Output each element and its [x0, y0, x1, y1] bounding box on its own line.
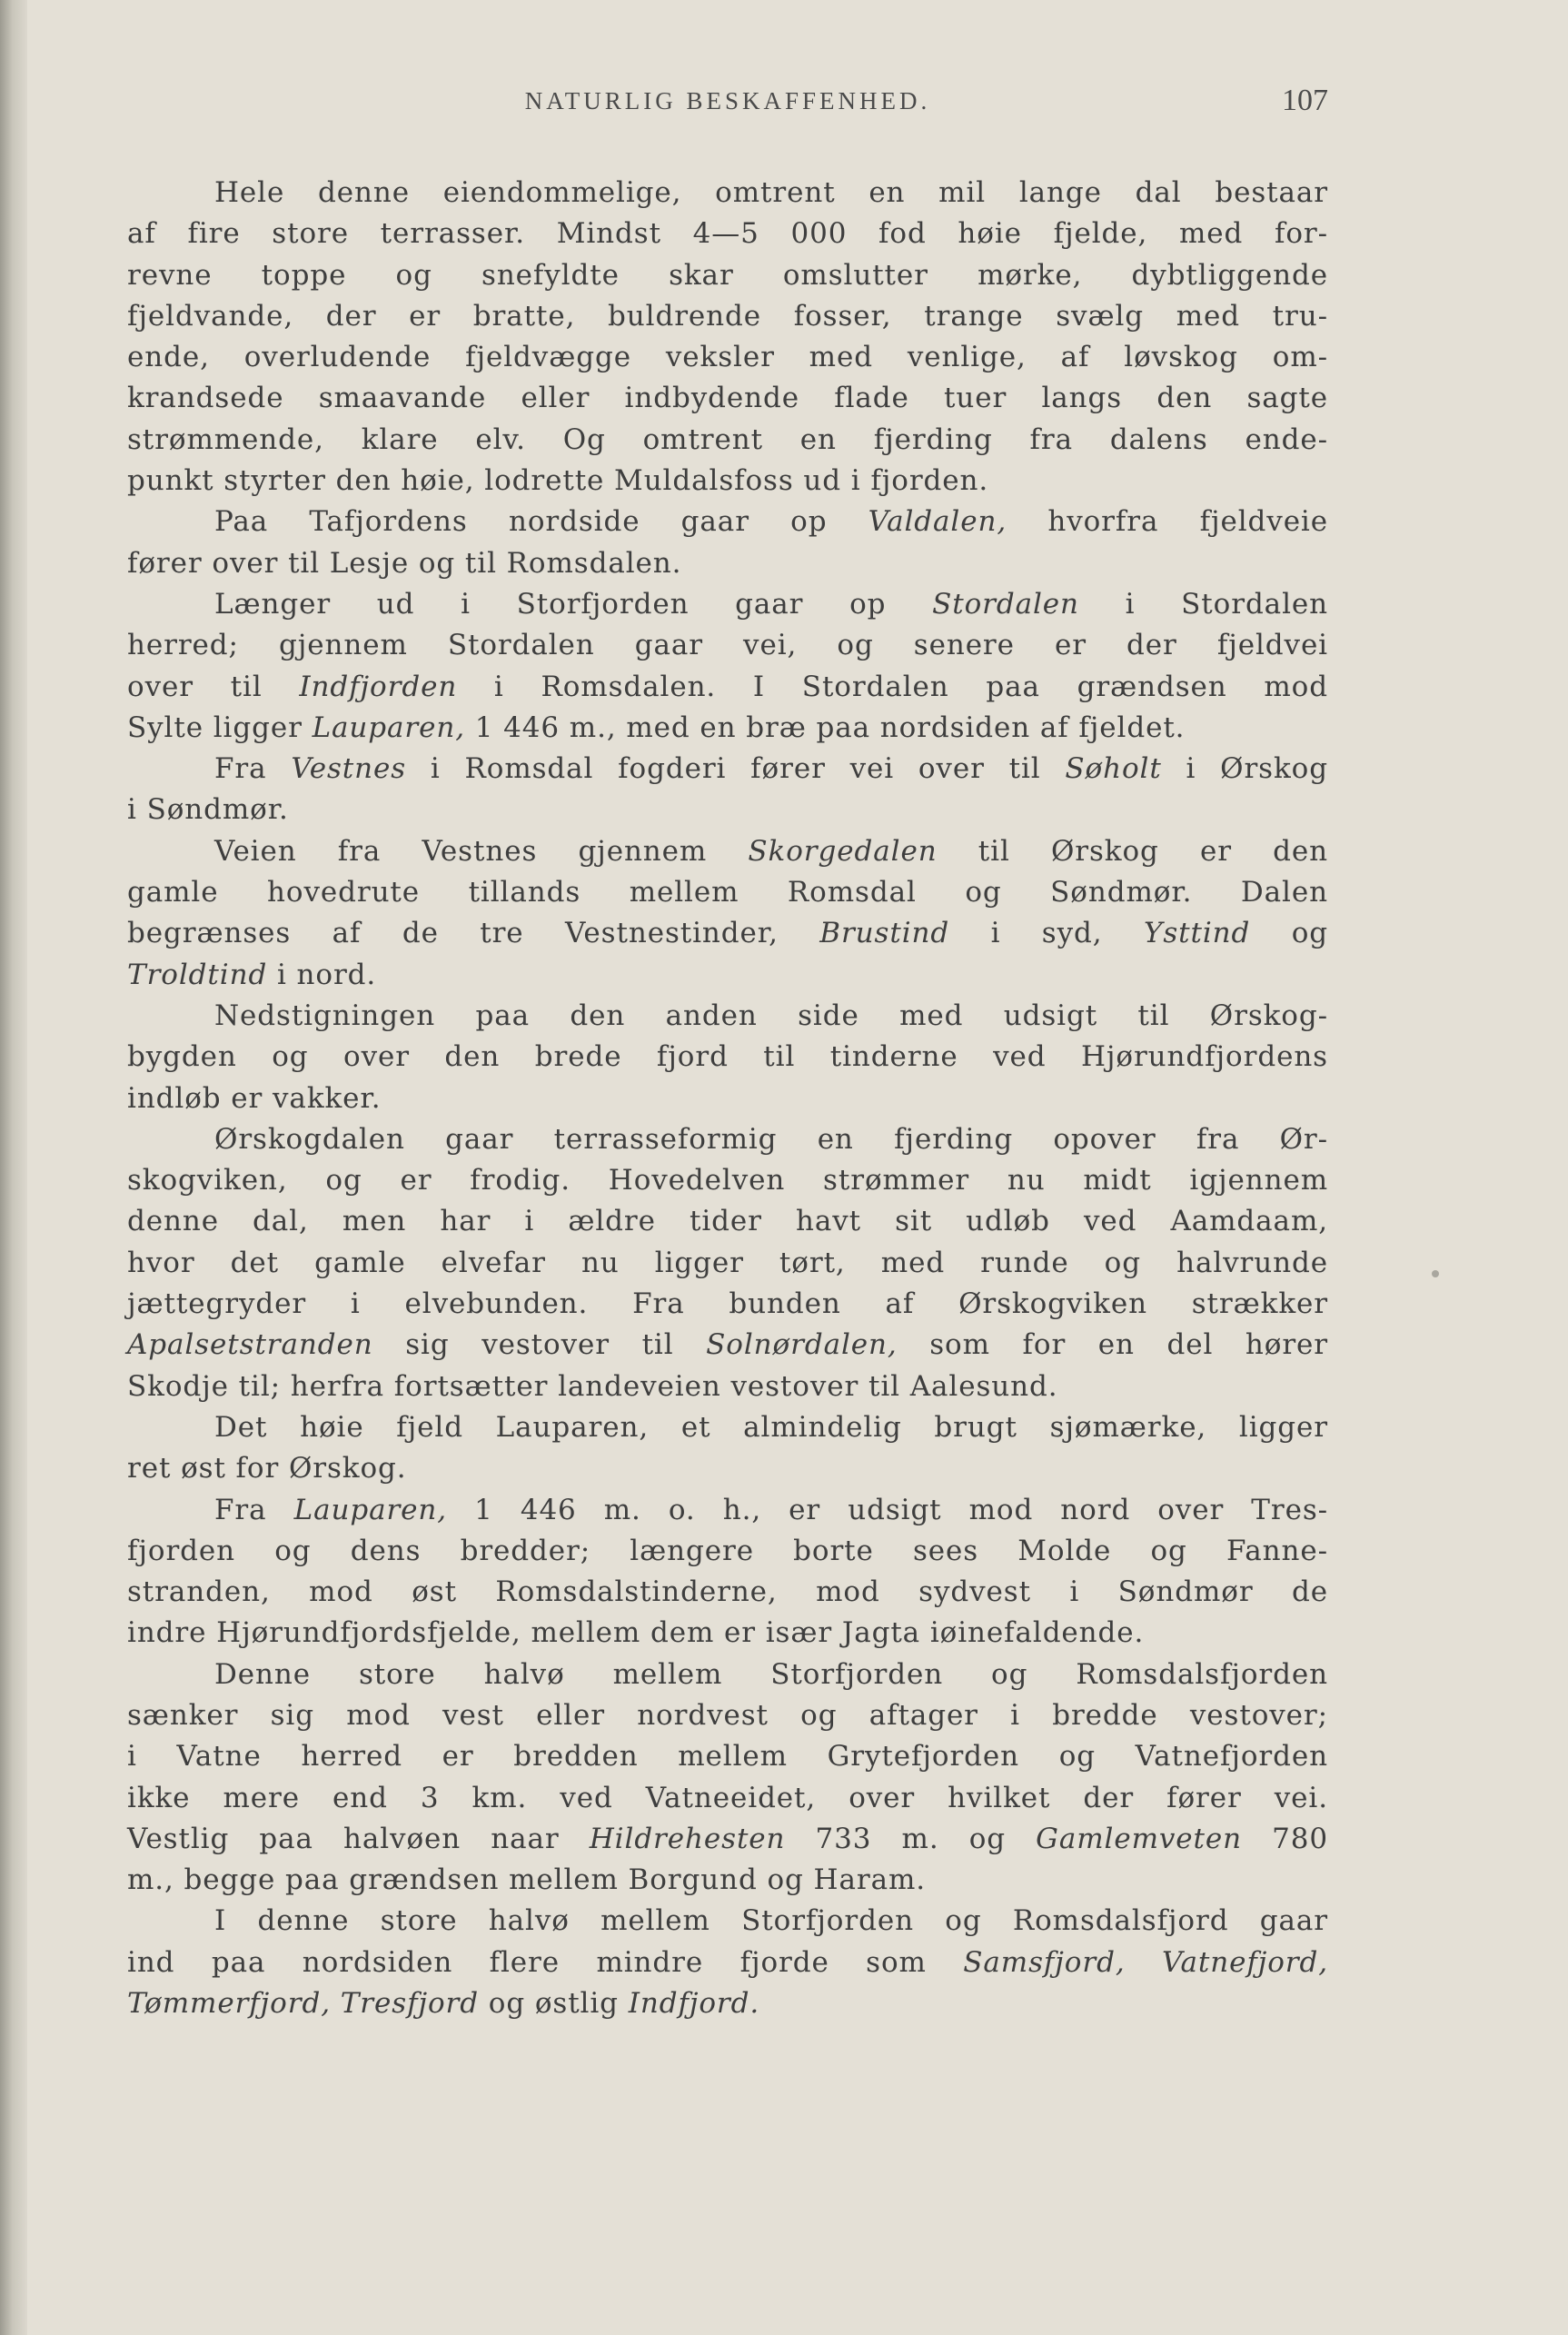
text-run: i nord.	[267, 958, 377, 991]
place-name: Samsfjord,	[963, 1945, 1126, 1979]
text-line	[127, 543, 1328, 584]
text-run: Ørskogdalen gaar terrasseformig en fjerding opover fra Ør-	[214, 1122, 1328, 1156]
text-run: Vestlig paa halvøen naar	[127, 1822, 590, 1855]
text-line	[127, 214, 1328, 254]
text-run: hvorfra fjeldveie	[1007, 505, 1328, 539]
text-run: fjeldvande, der er bratte, buldrende fosser, trange svælg med tru-	[127, 299, 1328, 333]
text-line	[127, 1819, 1328, 1860]
text-run: sig vestover til	[372, 1328, 707, 1362]
place-name: Søholt	[1065, 752, 1162, 786]
text-run: i Romsdal fogderi fører vei over til	[406, 752, 1066, 786]
text-run: i Stordalen	[1078, 587, 1328, 621]
text-line	[127, 1448, 1328, 1489]
text-run: indløb er vakker.	[127, 1081, 382, 1115]
place-name: Lauparen,	[293, 1493, 448, 1526]
text-run: Nedstigningen paa den anden side med udsigt til Ørskog-	[214, 999, 1328, 1032]
text-line	[127, 1613, 1328, 1654]
paper-speck	[1432, 1270, 1439, 1277]
text-run: i syd,	[949, 917, 1144, 950]
paragraph	[127, 584, 1328, 749]
text-run: ind paa nordsiden flere mindre fjorde som	[127, 1945, 964, 1979]
text-run: ikke mere end 3 km. ved Vatneeidet, over hvilket der fører vei.	[127, 1781, 1328, 1814]
text-run: ende, overludende fjeldvægge veksler med venlige, af løvskog om-	[127, 341, 1328, 374]
place-name: Skorgedalen	[748, 834, 938, 868]
text-line	[127, 378, 1328, 419]
text-line	[127, 173, 1328, 214]
text-run: herred; gjennem Stordalen gaar vei, og senere er der fjeldvei	[127, 629, 1328, 662]
text-run: Fra	[214, 752, 292, 786]
text-run: gamle hovedrute tillands mellem Romsdal og Søndmør. Dalen	[127, 876, 1328, 909]
text-run: denne dal, men har i ældre tider havt sit udløb ved Aamdaam,	[127, 1205, 1328, 1238]
paragraph	[127, 749, 1328, 831]
text-run: 780	[1242, 1822, 1328, 1855]
text-run: krandsede smaavande eller indbydende flade tuer langs den sagte	[127, 382, 1328, 415]
text-run: i Vatne herred er bredden mellem Grytefjorden og Vatnefjorden	[127, 1740, 1328, 1774]
text-line	[127, 420, 1328, 461]
place-name: Brustind	[819, 917, 950, 950]
text-line	[127, 913, 1328, 954]
text-line	[127, 1736, 1328, 1777]
text-line	[127, 749, 1328, 790]
text-run: til Ørskog er den	[937, 834, 1328, 868]
text-run: som for en del hører	[897, 1328, 1328, 1362]
text-run: af fire store terrasser. Mindst 4—5 000 fod høie fjelde, med for-	[127, 217, 1328, 251]
paragraph	[127, 173, 1328, 502]
text-line	[127, 1243, 1328, 1284]
text-line	[127, 790, 1328, 830]
text-run: 1 446 m., med en bræ paa nordsiden af fjeldet.	[465, 710, 1186, 744]
text-line	[127, 667, 1328, 708]
text-run: og	[1250, 917, 1329, 950]
text-line	[127, 1160, 1328, 1201]
text-run: I denne store halvø mellem Storfjorden og Romsdalsfjord gaar	[214, 1904, 1328, 1938]
text-run	[1126, 1946, 1162, 1979]
text-line	[127, 337, 1328, 378]
place-name: Troldtind	[127, 958, 268, 991]
text-run: fører over til Lesje og til Romsdalen.	[127, 546, 682, 580]
text-line	[127, 584, 1328, 625]
text-run: Fra	[214, 1493, 294, 1526]
place-name: Hildrehesten	[589, 1822, 786, 1855]
text-run: jættegryder i elvebunden. Fra bunden af Ørskogviken strækker	[127, 1287, 1328, 1321]
place-name: Indfjorden	[299, 670, 458, 703]
text-line	[127, 1654, 1328, 1695]
text-run: hvor det gamle elvefar nu ligger tørt, med runde og halvrunde	[127, 1246, 1328, 1279]
paragraph	[127, 1490, 1328, 1654]
text-run: m., begge paa grændsen mellem Borgund og Haram.	[127, 1863, 927, 1897]
text-line	[127, 1983, 1328, 2024]
paragraph	[127, 996, 1328, 1119]
text-line	[127, 1078, 1328, 1119]
place-name: Indfjord.	[628, 1987, 760, 2021]
text-line	[127, 1778, 1328, 1819]
text-line	[127, 1366, 1328, 1407]
text-run: skogviken, og er frodig. Hovedelven strømmer nu midt igjennem	[127, 1164, 1328, 1197]
place-name: Stordalen	[932, 587, 1079, 621]
text-run: 733 m. og	[785, 1822, 1037, 1855]
text-run: revne toppe og snefyldte skar omslutter mørke, dybtliggende	[127, 258, 1328, 292]
text-line	[127, 1531, 1328, 1572]
paragraph	[127, 1119, 1328, 1407]
text-line	[127, 296, 1328, 337]
text-line	[127, 1943, 1328, 1983]
text-run: punkt styrter den høie, lodrette Muldalsfoss ud i fjorden.	[127, 464, 989, 498]
place-name: Ysttind	[1143, 917, 1251, 950]
text-run: i Søndmør.	[127, 793, 289, 827]
text-run: ret øst for Ørskog.	[127, 1452, 407, 1485]
text-run: Hele denne eiendommelige, omtrent en mil lange dal bestaar	[214, 176, 1328, 209]
place-name: Gamlemveten	[1036, 1822, 1242, 1855]
text-line	[127, 625, 1328, 666]
text-run: Paa Tafjordens nordside gaar op	[214, 505, 868, 539]
place-name: Tresfjord	[340, 1987, 479, 2021]
paragraph	[127, 1901, 1328, 2024]
text-run: Sylte ligger	[127, 710, 313, 744]
paragraph	[127, 1654, 1328, 1902]
place-name: Vatnefjord,	[1162, 1945, 1328, 1979]
text-line	[127, 1037, 1328, 1078]
text-run: begrænses af de tre Vestnestinder,	[127, 917, 820, 950]
text-run: Skodje til; herfra fortsætter landeveien vestover til Aalesund.	[127, 1369, 1058, 1403]
text-line	[127, 1325, 1328, 1366]
text-run: Det høie fjeld Lauparen, et almindelig brugt sjømærke, ligger	[214, 1410, 1328, 1444]
page-header	[127, 84, 1328, 131]
place-name: Valdalen,	[868, 505, 1007, 539]
text-line	[127, 1119, 1328, 1160]
body-text	[127, 173, 1328, 2024]
text-line	[127, 1407, 1328, 1448]
text-run: Længer ud i Storfjorden gaar op	[214, 587, 933, 621]
text-run: indre Hjørundfjordsfjelde, mellem dem er især Jagta iøinefaldende.	[127, 1616, 1145, 1650]
text-run: strømmende, klare elv. Og omtrent en fjerding fra dalens ende-	[127, 422, 1328, 456]
place-name: Lauparen,	[312, 710, 466, 744]
text-line	[127, 708, 1328, 749]
place-name: Solnørdalen,	[706, 1328, 898, 1362]
paragraph	[127, 502, 1328, 584]
text-line	[127, 955, 1328, 996]
text-line	[127, 1490, 1328, 1531]
text-run: fjorden og dens bredder; længere borte sees Molde og Fanne-	[127, 1534, 1328, 1567]
text-line	[127, 1860, 1328, 1901]
text-line	[127, 831, 1328, 872]
text-line	[127, 502, 1328, 542]
text-line	[127, 1284, 1328, 1325]
text-run: over til	[127, 670, 300, 703]
text-run: 1 446 m. o. h., er udsigt mod nord over Tres-	[447, 1493, 1328, 1526]
place-name: Tømmerfjord,	[127, 1987, 331, 2021]
page-number: 107	[1282, 84, 1328, 117]
text-run: i Ørskog	[1161, 752, 1328, 786]
text-line	[127, 255, 1328, 296]
text-run	[331, 1987, 341, 2020]
text-run: bygden og over den brede fjord til tinderne ved Hjørundfjordens	[127, 1040, 1328, 1074]
text-run: og østlig	[479, 1987, 629, 2021]
text-run: Denne store halvø mellem Storfjorden og Romsdalsfjorden	[214, 1657, 1328, 1691]
text-run: stranden, mod øst Romsdalstinderne, mod sydvest i Søndmør de	[127, 1575, 1328, 1609]
text-run: Veien fra Vestnes gjennem	[214, 834, 749, 868]
text-line	[127, 461, 1328, 502]
place-name: Apalsetstranden	[127, 1328, 373, 1362]
running-head: NATURLIG BESKAFFENHED.	[524, 87, 931, 114]
text-run: i Romsdalen. I Stordalen paa grændsen mod	[457, 670, 1328, 703]
text-line	[127, 1572, 1328, 1613]
text-line	[127, 1901, 1328, 1942]
text-line	[127, 1695, 1328, 1736]
paragraph	[127, 1407, 1328, 1490]
place-name: Vestnes	[291, 752, 407, 786]
text-run: sænker sig mod vest eller nordvest og aftager i bredde vestover;	[127, 1698, 1328, 1732]
text-line	[127, 996, 1328, 1037]
text-line	[127, 872, 1328, 913]
paragraph	[127, 831, 1328, 996]
text-line	[127, 1201, 1328, 1242]
